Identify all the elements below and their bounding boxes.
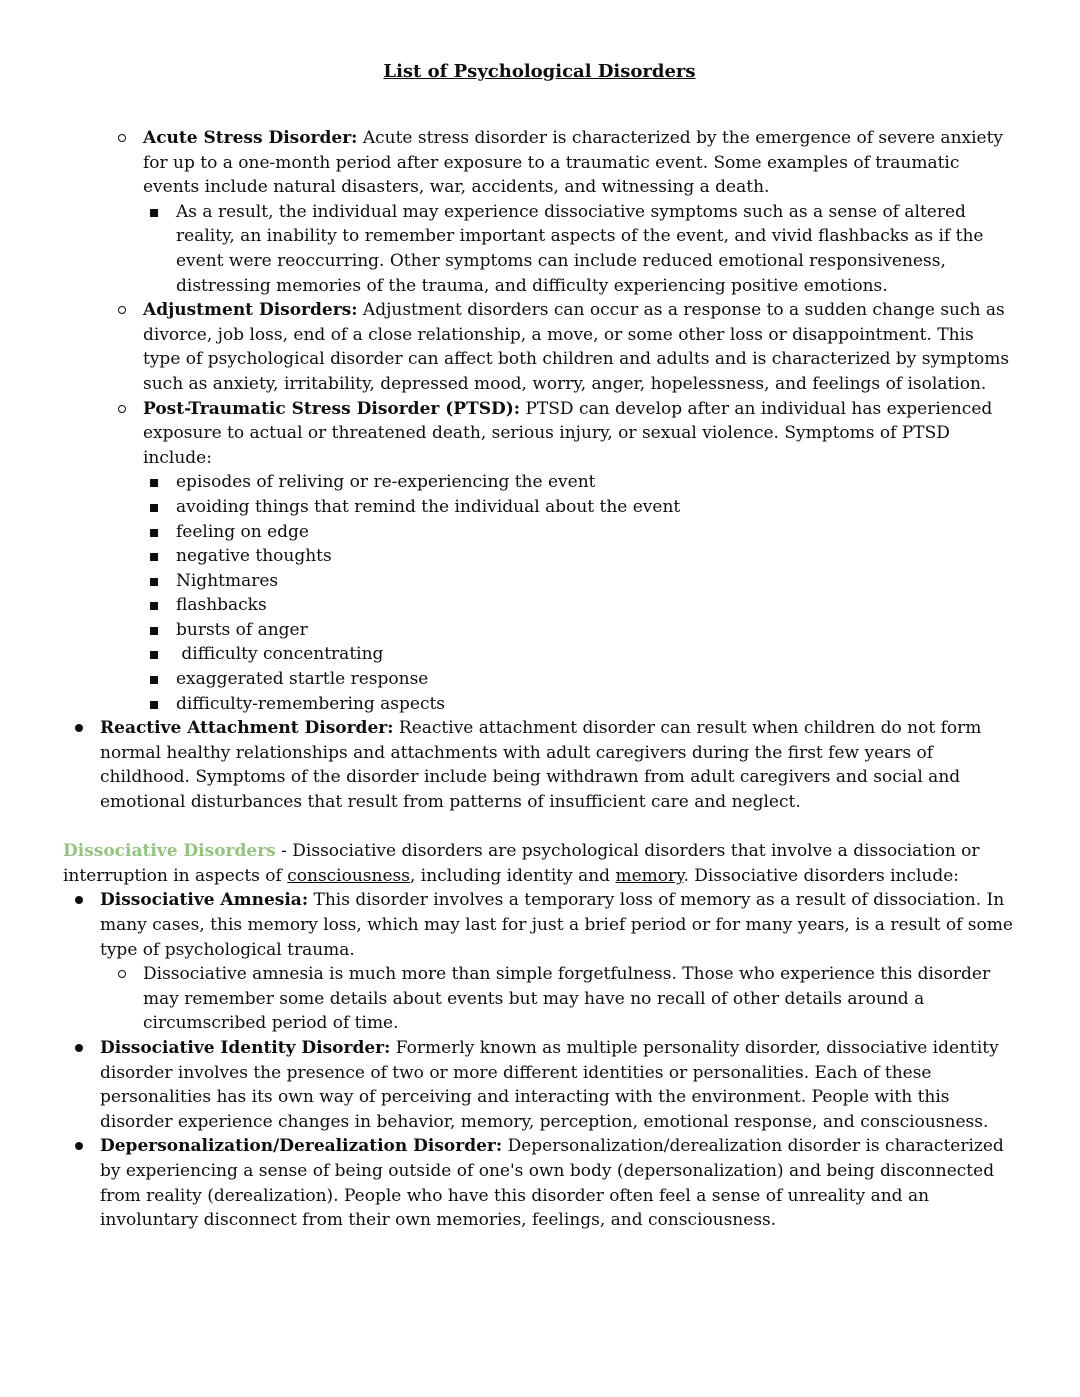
list-item	[63, 520, 1016, 545]
text-segment: Formerly known as multiple personality disorder, dissociative identity disorder involves the presence of two or more different identities or personalities. Each of these personalities has its own way of perceiving and interacting with the environment. People with this disorder experience changes in behavior, memory, perception, emotional response, and consciousness.	[100, 1037, 1005, 1132]
text-run	[63, 841, 985, 886]
list-item	[63, 667, 1016, 692]
text-run	[176, 620, 308, 640]
text-run	[176, 694, 445, 714]
square-bullet-icon	[150, 578, 158, 586]
text-segment: Acute stress disorder is characterized by the emergence of severe anxiety for up to a one-month period after exposure to a traumatic event. Some examples of traumatic events include natural disasters, war, accidents, and witnessing a death.	[143, 128, 1009, 198]
text-segment: Adjustment Disorders:	[143, 300, 358, 321]
list-item	[63, 569, 1016, 594]
square-bullet-icon	[150, 504, 158, 512]
text-segment: As a result, the individual may experience dissociative symptoms such as a sense of altered reality, an inability to remember important aspects of the event, and vivid flashbacks as if the event were reoccurring. Other symptoms can include reduced emotional responsiveness, distressing memories of the trauma, and difficulty experiencing positive emotions.	[176, 201, 989, 296]
text-run	[100, 1038, 1004, 1132]
text-run	[176, 522, 309, 542]
text-segment: Dissociative Amnesia:	[100, 890, 309, 911]
text-segment: bursts of anger	[176, 619, 308, 640]
text-run	[176, 571, 278, 591]
text-run	[143, 300, 1014, 394]
text-segment: difficulty-remembering aspects	[176, 693, 446, 714]
paragraph-spacer	[63, 815, 1016, 840]
text-segment: difficulty concentrating	[176, 644, 384, 665]
text-segment: avoiding things that remind the individual about the event	[176, 496, 681, 517]
text-run	[176, 644, 383, 664]
square-bullet-icon	[150, 209, 158, 217]
text-run	[176, 669, 428, 689]
text-run	[100, 718, 987, 812]
square-bullet-icon	[150, 602, 158, 610]
text-segment: . Dissociative disorders include:	[683, 865, 960, 886]
text-segment: flashbacks	[176, 595, 267, 616]
list-item	[63, 618, 1016, 643]
hollow-circle-bullet-icon	[118, 405, 126, 413]
text-run	[176, 497, 680, 517]
text-segment: Dissociative amnesia is much more than simple forgetfulness. Those who experience this disorder may remember some details about events but may have no recall of other details around a circumscribed period of time.	[143, 964, 996, 1034]
filled-circle-bullet-icon	[75, 724, 83, 732]
list-item	[63, 593, 1016, 618]
text-segment: This disorder involves a temporary loss of memory as a result of dissociation. In many cases, this memory loss, which may last for just a brief period or for many years, is a result of some type of psychological trauma.	[100, 890, 1019, 960]
text-segment: PTSD can develop after an individual has experienced exposure to actual or threatened death, serious injury, or sexual violence. Symptoms of PTSD include:	[143, 398, 998, 468]
list-item	[63, 716, 1016, 814]
filled-circle-bullet-icon	[75, 1044, 83, 1052]
text-segment: , including identity and	[410, 865, 616, 886]
text-run	[176, 595, 267, 615]
list-item	[63, 692, 1016, 717]
text-segment: - Dissociative disorders are psychological disorders that involve a dissociation or interruption in aspects of	[63, 841, 985, 886]
square-bullet-icon	[150, 651, 158, 659]
list-item	[63, 495, 1016, 520]
text-segment: Dissociative Identity Disorder:	[100, 1037, 391, 1058]
text-run	[143, 128, 1008, 197]
list-item	[63, 888, 1019, 962]
section-heading-text: Dissociative Disorders	[63, 841, 276, 862]
list-item	[63, 397, 1016, 471]
text-run	[143, 964, 996, 1033]
page-title	[63, 58, 1016, 86]
text-segment: feeling on edge	[176, 521, 309, 542]
text-segment: Depersonalization/Derealization Disorder:	[100, 1136, 503, 1157]
filled-circle-bullet-icon	[75, 1142, 83, 1150]
list-item	[63, 1134, 1016, 1232]
text-run	[176, 546, 332, 566]
square-bullet-icon	[150, 479, 158, 487]
list-item	[63, 470, 1016, 495]
text-segment: episodes of reliving or re-experiencing the event	[176, 472, 596, 493]
list-item	[63, 544, 1016, 569]
square-bullet-icon	[150, 529, 158, 537]
text-run	[143, 399, 998, 468]
text-segment: Post-Traumatic Stress Disorder (PTSD):	[143, 398, 521, 419]
square-bullet-icon	[150, 701, 158, 709]
document-body	[63, 126, 1019, 1233]
square-bullet-icon	[150, 676, 158, 684]
hollow-circle-bullet-icon	[118, 134, 126, 142]
list-item	[63, 298, 1016, 396]
text-run	[176, 202, 989, 296]
text-segment: Acute Stress Disorder:	[143, 128, 358, 148]
text-segment: negative thoughts	[176, 546, 332, 567]
hollow-circle-bullet-icon	[118, 306, 126, 314]
list-item	[63, 642, 1016, 667]
text-segment: Depersonalization/derealization disorder is characterized by experiencing a sense of being outside of one's own body (depersonalization) and being disconnected from reality (derealization). People who have this disorder often feel a sense of unreality and an involuntary disconnect from their own memories, feelings, and consciousness.	[100, 1136, 1010, 1231]
intro-paragraph	[63, 839, 1016, 888]
text-run	[100, 890, 1018, 959]
square-bullet-icon	[150, 627, 158, 635]
list-item	[63, 962, 1016, 1036]
list-item	[63, 200, 1016, 298]
text-run	[176, 472, 595, 492]
text-segment: Adjustment disorders can occur as a response to a sudden change such as divorce, job loss, end of a close relationship, a move, or some other loss or disappointment. This type of psychological disorder can affect both children and adults and is characterized by symptoms such as anxiety, irritability, depressed mood, worry, anger, hopelessness, and feelings of isolation.	[143, 300, 1015, 394]
text-segment: exaggerated startle response	[176, 669, 429, 690]
text-run	[100, 1136, 1009, 1230]
text-segment: Nightmares	[176, 570, 279, 591]
list-item	[63, 1036, 1016, 1134]
text-segment: Reactive attachment disorder can result when children do not form normal healthy relationships and attachments with adult caregivers during the first few years of childhood. Symptoms of the disorder include being withdrawn from adult caregivers and social and emotional disturbances that result from patterns of insufficient care and neglect.	[100, 718, 987, 813]
filled-circle-bullet-icon	[75, 896, 83, 904]
text-segment: memory	[615, 865, 684, 886]
square-bullet-icon	[150, 553, 158, 561]
list-item	[63, 126, 1016, 200]
text-segment: consciousness	[287, 865, 410, 886]
page-title-text: List of Psychological Disorders	[383, 61, 696, 82]
hollow-circle-bullet-icon	[118, 970, 126, 978]
text-segment: Reactive Attachment Disorder:	[100, 718, 394, 739]
